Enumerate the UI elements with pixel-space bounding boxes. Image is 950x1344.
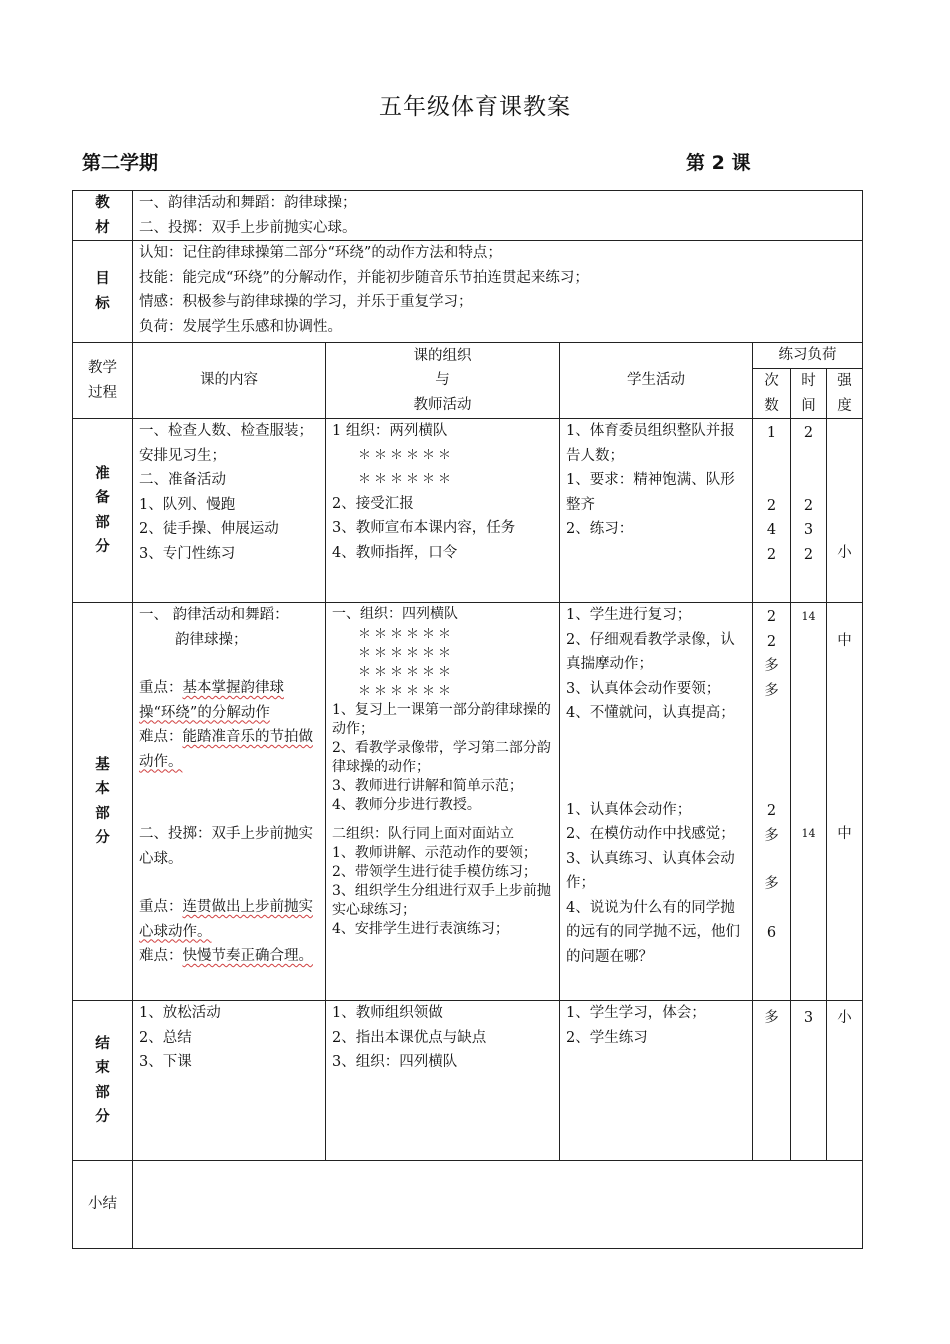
prep-duration: 2 2 3 2	[791, 419, 827, 603]
key-point-2: 重点：连贯做出上步前抛实心球动作。	[139, 899, 313, 940]
main-org: 一、组织：四列横队 ＊＊＊＊＊＊ ＊＊＊＊＊＊ ＊＊＊＊＊＊ ＊＊＊＊＊＊ 1、复习上一课第一部分韵律球操的动作； 2、看教学录像带，学习第二部分韵律球操的动作； 3、教师进行讲解和简单示范； 4、教师分步进行教授。 二组织：队行同上面对面站立 1、教师讲解、示范动作的要领； 2、带领学生进行徒手模仿练习； 3、组织学生分组进行双手上步前抛实心球练习； 4、安排学生进行表演练习；	[326, 603, 560, 1001]
goals-label: 目 标	[73, 241, 133, 343]
formation-stars: ＊＊＊＊＊＊	[358, 646, 455, 661]
prep-row	[73, 419, 863, 603]
goals-row	[73, 241, 863, 343]
prep-org: 1 组织：两列横队 ＊＊＊＊＊＊ ＊＊＊＊＊＊ 2、接受汇报 3、教师宣布本课内容，任务 4、教师指挥，口令	[326, 419, 560, 603]
material-label: 教 材	[73, 191, 133, 241]
material-row	[73, 191, 863, 241]
material-content: 一、韵律活动和舞蹈：韵律球操； 二、投掷：双手上步前抛实心球。	[133, 191, 863, 241]
formation-stars: ＊＊＊＊＊＊	[358, 684, 455, 699]
main-intensity: 中 中	[827, 603, 863, 1001]
prep-intensity: 小	[827, 419, 863, 603]
header-row-1	[73, 343, 863, 369]
main-label: 基 本 部 分	[73, 603, 133, 1001]
formation-stars: ＊＊＊＊＊＊	[358, 447, 455, 463]
summary-label: 小结	[73, 1161, 133, 1249]
lesson-number: 第 2 课	[686, 152, 751, 174]
main-duration: 14 14	[791, 603, 827, 1001]
difficulty-1: 难点：能踏准音乐的节拍做动作。	[139, 729, 313, 770]
org-header: 课的组织 与 教师活动	[326, 343, 560, 419]
goals-content: 认知：记住韵律球操第二部分“环绕”的动作方法和特点； 技能：能完成“环绕”的分解动作，并能初步随音乐节拍连贯起来练习； 情感：积极参与韵律球操的学习，并乐于重复学习； 负荷：发展学生乐感和协调性。	[133, 241, 863, 343]
end-org: 1、教师组织领做 2、指出本课优点与缺点 3、组织：四列横队	[326, 1001, 560, 1161]
main-content: 一、 韵律活动和舞蹈： 韵律球操； 重点：基本掌握韵律球操“环绕”的分解动作 难点：能踏准音乐的节拍做动作。 二、投掷：双手上步前抛实心球。 重点：连贯做出上步前抛实心球动作。 难点：快慢节奏正确合理。	[133, 603, 326, 1001]
main-times: 2 2 多 多 2 多 多 6	[753, 603, 791, 1001]
difficulty-2: 难点：快慢节奏正确合理。	[139, 948, 313, 964]
main-student: 1、学生进行复习； 2、仔细观看教学录像，认真揣摩动作； 3、认真体会动作要领； 4、不懂就问，认真提高； 1、认真体会动作； 2、在模仿动作中找感觉； 3、认真练习、认真体会动作； 4、说说为什么有的同学抛的远有的同学抛不远，他们的问题在哪？	[560, 603, 753, 1001]
lesson-plan-table	[72, 190, 863, 1249]
formation-stars: ＊＊＊＊＊＊	[358, 665, 455, 680]
content-header: 课的内容	[133, 343, 326, 419]
end-duration: 3	[791, 1001, 827, 1161]
page-title: 五年级体育课教案	[379, 94, 571, 120]
prep-content: 一、检查人数、检查服装；安排见习生； 二、准备活动 1、队列、慢跑 2、徒手操、伸展运动 3、专门性练习	[133, 419, 326, 603]
term-label: 第二学期	[82, 152, 159, 174]
summary-row	[73, 1161, 863, 1249]
prep-times: 1 2 4 2	[753, 419, 791, 603]
end-student: 1、学生学习，体会； 2、学生练习	[560, 1001, 753, 1161]
formation-stars: ＊＊＊＊＊＊	[358, 627, 455, 642]
end-intensity: 小	[827, 1001, 863, 1161]
prep-student: 1、体育委员组织整队并报告人数； 1、要求：精神饱满、队形整齐 2、练习：	[560, 419, 753, 603]
prep-label: 准 备 部 分	[73, 419, 133, 603]
times-header: 次 数	[753, 369, 791, 419]
summary-content	[133, 1161, 863, 1249]
end-row	[73, 1001, 863, 1161]
intensity-header: 强 度	[827, 369, 863, 419]
load-header: 练习负荷	[753, 343, 863, 369]
formation-stars: ＊＊＊＊＊＊	[358, 471, 455, 487]
end-label: 结 束 部 分	[73, 1001, 133, 1161]
process-header: 教学 过程	[73, 343, 133, 419]
key-point-1: 重点：基本掌握韵律球操“环绕”的分解动作	[139, 680, 284, 721]
student-header: 学生活动	[560, 343, 753, 419]
main-row	[73, 603, 863, 1001]
end-times: 多	[753, 1001, 791, 1161]
duration-header: 时 间	[791, 369, 827, 419]
end-content: 1、放松活动 2、总结 3、下课	[133, 1001, 326, 1161]
